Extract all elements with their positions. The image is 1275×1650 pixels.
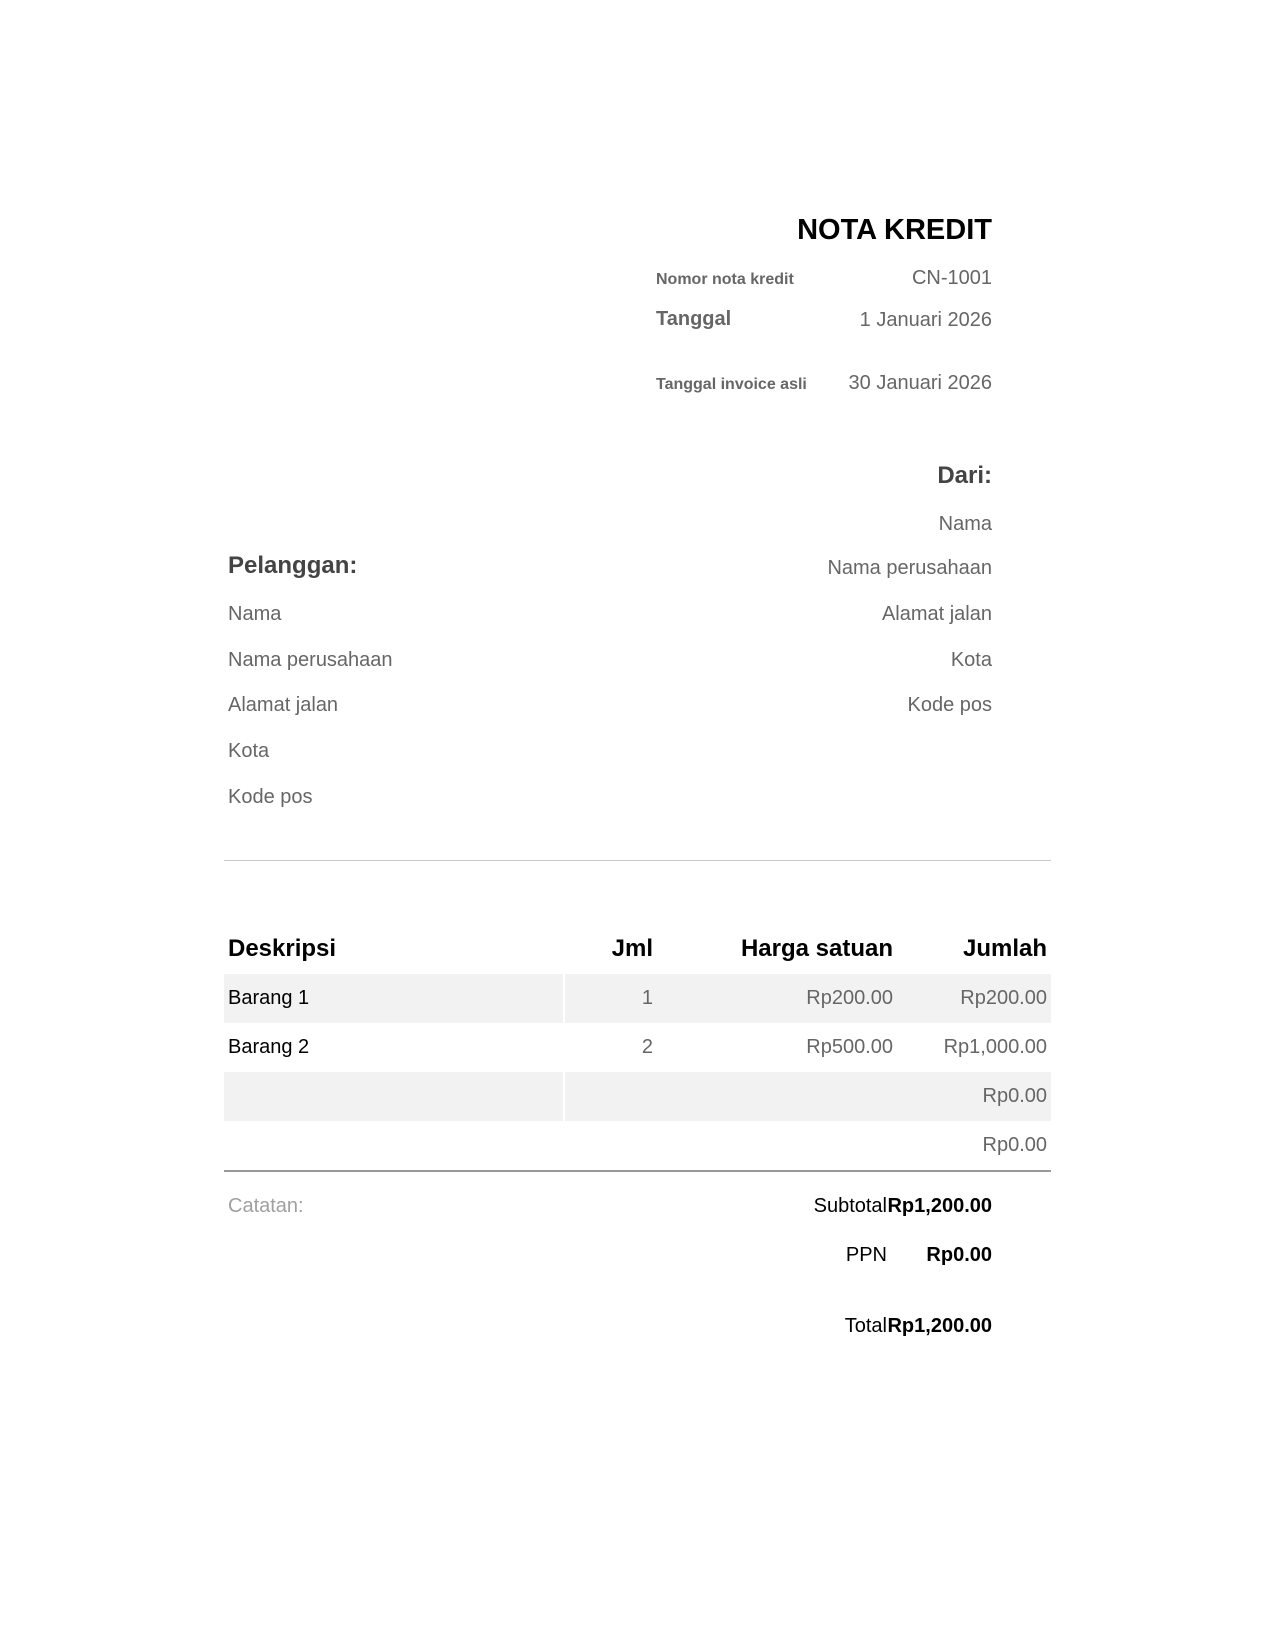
- row-description: Barang 2: [228, 1036, 310, 1058]
- credit-note-number-label: Nomor nota kredit: [656, 271, 794, 288]
- row-qty: 1: [564, 974, 657, 1023]
- header-qty: Jml: [611, 934, 653, 962]
- row-description: [224, 1121, 564, 1171]
- sender-postal-code: Kode pos: [907, 694, 992, 716]
- tax-value: Rp0.00: [926, 1244, 992, 1266]
- table-row: [224, 1023, 1051, 1072]
- original-invoice-date-value: 30 Januari 2026: [848, 372, 992, 394]
- document-title: NOTA KREDIT: [797, 214, 992, 246]
- row-amount: Rp0.00: [897, 1072, 1051, 1121]
- table-row: [224, 1072, 1051, 1121]
- customer-name: Nama: [228, 603, 282, 625]
- original-invoice-date-label: Tanggal invoice asli: [656, 376, 807, 393]
- table-header-row: [224, 923, 1051, 974]
- customer-street: Alamat jalan: [228, 694, 339, 716]
- row-qty: [564, 1121, 657, 1171]
- subtotal-label: Subtotal: [813, 1195, 887, 1217]
- subtotal-value: Rp1,200.00: [887, 1195, 992, 1217]
- row-amount: Rp0.00: [897, 1121, 1051, 1171]
- customer-city: Kota: [228, 740, 270, 762]
- header-description: Deskripsi: [228, 934, 337, 962]
- row-qty: 2: [641, 1036, 653, 1058]
- date-value: 1 Januari 2026: [859, 309, 992, 331]
- row-unit-price: [657, 1121, 897, 1171]
- total-value: Rp1,200.00: [887, 1315, 992, 1337]
- row-unit-price: Rp200.00: [657, 974, 897, 1023]
- section-divider: [224, 860, 1051, 861]
- customer-company: Nama perusahaan: [228, 649, 393, 671]
- customer-postal-code: Kode pos: [228, 786, 313, 808]
- row-amount: Rp200.00: [897, 974, 1051, 1023]
- row-unit-price: Rp500.00: [806, 1036, 893, 1058]
- row-description: [224, 1072, 564, 1121]
- sender-heading: Dari:: [937, 462, 992, 489]
- sender-company: Nama perusahaan: [827, 557, 992, 579]
- notes-label: Catatan:: [228, 1195, 304, 1217]
- sender-street: Alamat jalan: [881, 603, 992, 625]
- table-row: [224, 974, 1051, 1023]
- customer-heading: Pelanggan:: [228, 552, 358, 579]
- total-label: Total: [844, 1315, 887, 1337]
- row-description: Barang 1: [224, 974, 564, 1023]
- credit-note-number-value: CN-1001: [911, 267, 992, 289]
- date-label: Tanggal: [656, 308, 732, 330]
- tax-label: PPN: [845, 1244, 887, 1266]
- header-amount: Jumlah: [962, 934, 1047, 962]
- header-unit-price: Harga satuan: [740, 934, 893, 962]
- sender-name: Nama: [938, 513, 992, 535]
- items-table: [224, 923, 1051, 1172]
- row-qty: [564, 1072, 657, 1121]
- table-row: [224, 1121, 1051, 1171]
- sender-city: Kota: [950, 649, 992, 671]
- row-unit-price: [657, 1072, 897, 1121]
- row-amount: Rp1,000.00: [943, 1036, 1047, 1058]
